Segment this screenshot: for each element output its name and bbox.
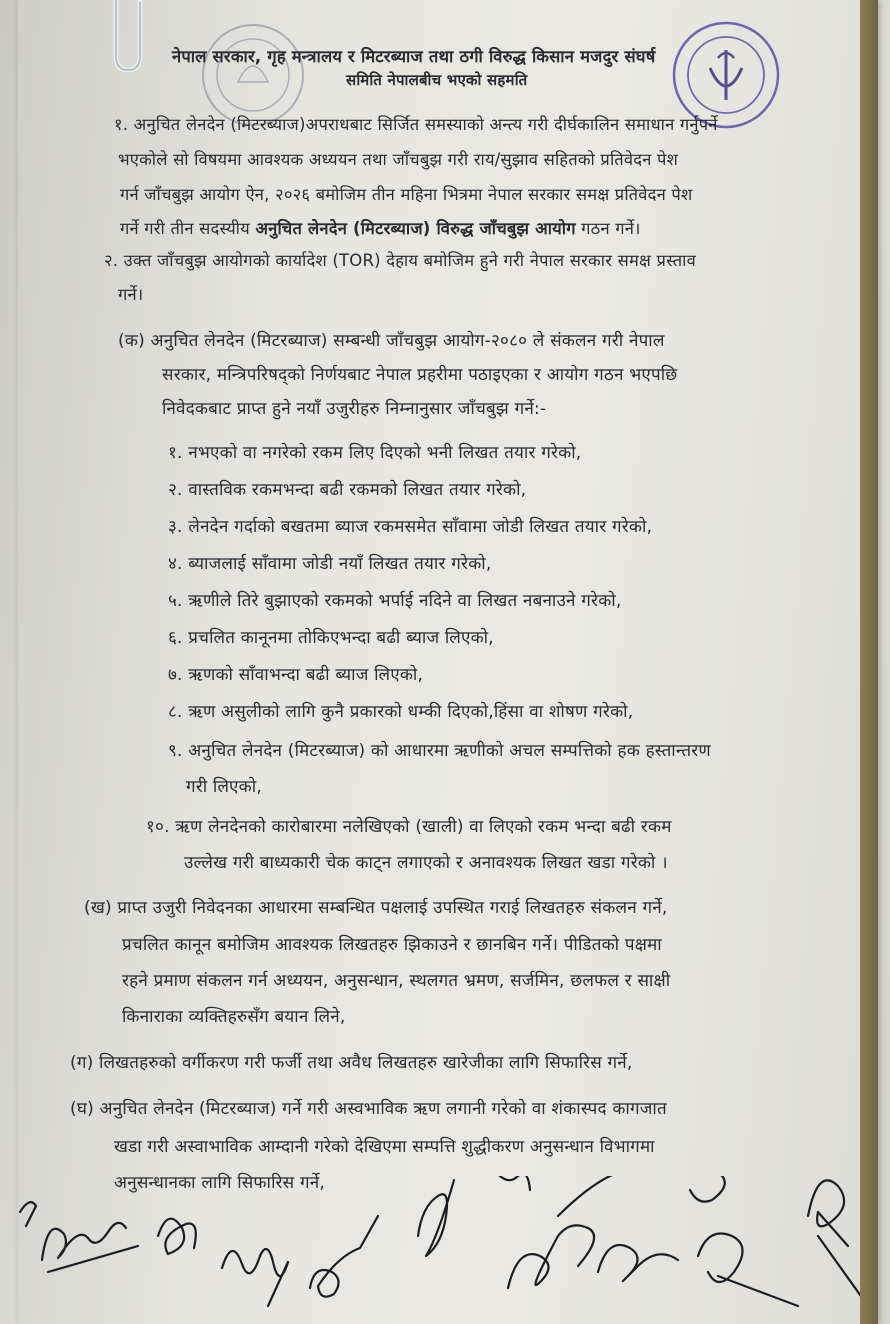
page-edge [860, 0, 878, 1324]
list-item: ५. ऋणीले तिरे बुझाएको रकमको भर्पाई नदिने वा लिखत नबनाउने गरेको, [168, 591, 622, 611]
list-item: ६. प्रचलित कानूनमा तोकिएभन्दा बढी ब्याज लिएको, [168, 628, 494, 648]
para-ka-line1: (क) अनुचित लेनदेन (मिटरब्याज) सम्बन्धी जाँचबुझ आयोग-२०८० ले संकलन गरी नेपाल [118, 331, 665, 351]
para2-line1: २. उक्त जाँचबुझ आयोगको कार्यादेश (TOR) देहाय बमोजिम हुने गरी नेपाल सरकार समक्ष प्रस्ताव [104, 251, 696, 270]
signatures-icon [18, 1176, 860, 1324]
para-gha-line1: (घ) अनुचित लेनदेन (मिटरब्याज) गर्ने गरी अस्वभाविक ऋण लगानी गरेको वा शंकास्पद कागजात [70, 1099, 667, 1119]
list-item-10-line1: १०. ऋण लेनदेनको कारोबारमा नलेखिएको (खाली) वा लिएको रकम भन्दा बढी रकम [146, 817, 672, 837]
para-kha-line1: (ख) प्राप्त उजुरी निवेदनका आधारमा सम्बन्धित पक्षलाई उपस्थित गराई लिखतहरु संकलन गर्ने, [84, 898, 668, 918]
para1-line4-start: गर्ने गरी तीन सदस्यीय [120, 219, 256, 238]
para1-line2: भएकोले सो विषयमा आवश्यक अध्ययन तथा जाँचबुझ गरी राय/सुझाव सहितको प्रतिवेदन पेश [118, 150, 679, 169]
para1-line1: १. अनुचित लेनदेन (मिटरब्याज)अपराधबाट सिर्जित समस्याको अन्त्य गरी दीर्घकालिन समाधान गर्नुपर्ने [114, 115, 718, 134]
list-item-9-line2: गरी लिएको, [186, 777, 262, 797]
para-kha-line2: प्रचलित कानून बमोजिम आवश्यक लिखतहरु झिकाउने र छानबिन गर्ने। पीडितको पक्षमा [122, 935, 662, 955]
para2-line2: गर्ने। [118, 285, 144, 304]
list-item: ३. लेनदेन गर्दाको बखतमा ब्याज रकमसमेत साँवामा जोडी लिखत तयार गरेको, [168, 517, 653, 537]
list-item-10-line2: उल्लेख गरी बाध्यकारी चेक काट्न लगाएको र अनावश्यक लिखत खडा गरेको । [184, 853, 668, 873]
list-item: ७. ऋणको साँवाभन्दा बढी ब्याज लिएको, [168, 665, 424, 685]
list-item: २. वास्तविक रकमभन्दा बढी रकमको लिखत तयार गरेको, [168, 480, 527, 500]
list-item: ४. ब्याजलाई साँवामा जोडी नयाँ लिखत तयार गरेको, [168, 554, 492, 574]
para-ka-line3: निवेदकबाट प्राप्त हुने नयाँ उजुरीहरु निम्नानुसार जाँचबुझ गर्ने:- [162, 399, 547, 419]
list-item: १. नभएको वा नगरेको रकम लिए दिएको भनी लिखत तयार गरेको, [168, 443, 582, 463]
para-ga-line1: (ग) लिखतहरुको वर्गीकरण गरी फर्जी तथा अवैध लिखतहरु खारेजीका लागि सिफारिस गर्ने, [70, 1053, 633, 1073]
commission-name: अनुचित लेनदेन (मिटरब्याज) विरुद्ध जाँचबुझ आयोग [255, 219, 576, 238]
para-kha-line4: किनाराका व्यक्तिहरुसँग बयान लिने, [122, 1007, 346, 1027]
document-page [18, 0, 878, 1324]
para1-line4-end: गठन गर्ने। [575, 219, 641, 238]
para-kha-line3: रहने प्रमाण संकलन गर्न अध्ययन, अनुसन्धान, स्थलगत भ्रमण, सर्जमिन, छलफल र साक्षी [122, 971, 671, 991]
para-gha-line2: खडा गरी अस्वाभाविक आम्दानी गरेको देखिएमा सम्पत्ति शुद्धीकरण अनुसन्धान विभागमा [114, 1137, 655, 1157]
list-item: ८. ऋण असुलीको लागि कुनै प्रकारको धम्की दिएको,हिंसा वा शोषण गरेको, [168, 702, 634, 722]
para-gha-line3: अनुसन्धानका लागि सिफारिस गर्ने, [114, 1173, 325, 1193]
para1-line3: गर्न जाँचबुझ आयोग ऐन, २०२६ बमोजिम तीन महिना भित्रमा नेपाल सरकार समक्ष प्रतिवेदन पेश [120, 185, 693, 204]
list-item-9-line1: ९. अनुचित लेनदेन (मिटरब्याज) को आधारमा ऋणीको अचल सम्पत्तिको हक हस्तान्तरण [168, 741, 711, 761]
document-title-line1: नेपाल सरकार, गृह मन्त्रालय र मिटरब्याज तथा ठगी विरुद्ध किसान मजदुर संघर्ष [172, 47, 656, 66]
para1-line4 [120, 216, 641, 239]
paper-clip-icon [106, 0, 150, 74]
document-title-line2: समिति नेपालबीच भएको सहमति [346, 71, 528, 89]
para-ka-line2: सरकार, मन्त्रिपरिषद्को निर्णयबाट नेपाल प्रहरीमा पठाइएका र आयोग गठन भएपछि [162, 365, 678, 385]
